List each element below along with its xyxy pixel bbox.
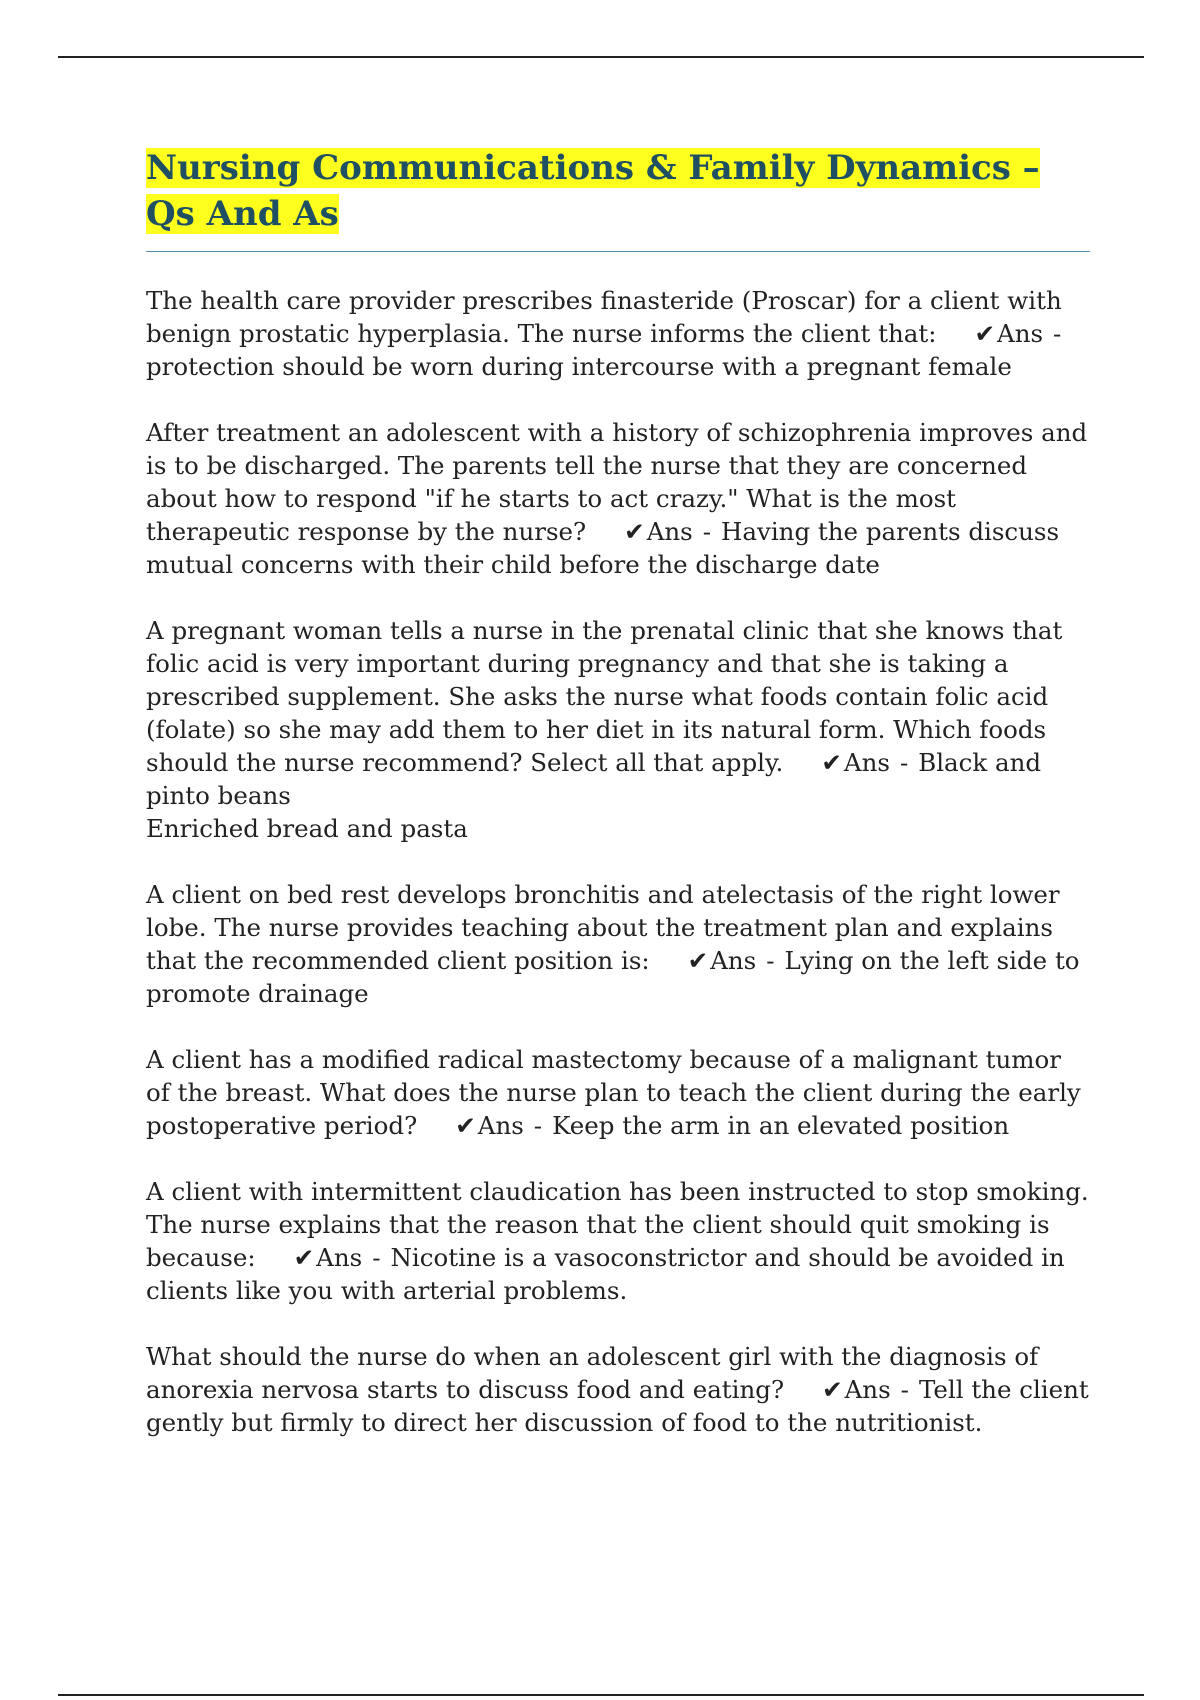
ans-separator: -	[899, 748, 909, 777]
ans-label: Ans	[844, 1375, 891, 1404]
ans-label: Ans	[843, 748, 890, 777]
title-underline-rule	[146, 251, 1090, 252]
answer-text: Keep the arm in an elevated position	[552, 1111, 1010, 1140]
document-body	[146, 145, 1090, 1472]
check-icon: ✔	[624, 517, 645, 546]
document-title	[146, 145, 1090, 237]
answer-text: Having the parents discuss mutual concerns with their child before the discharge date	[146, 517, 1060, 579]
question-text: A pregnant woman tells a nurse in the prenatal clinic that she knows that folic acid is very important during pregnancy and that she is taking a prescribed supplement. She asks the nurse what foods contain folic acid (folate) so she may add them to her diet in its natural form. Which foods should the nurse recommend? Select all that apply.	[146, 616, 1063, 777]
ans-separator: -	[766, 946, 775, 975]
page-header-rule	[58, 56, 1144, 58]
question-text: What should the nurse do when an adolescent girl with the diagnosis of anorexia nervosa starts to discuss food and eating?	[146, 1342, 1039, 1404]
check-icon: ✔	[293, 1243, 315, 1272]
answer-text: Nicotine is a vasoconstrictor and should be avoided in clients like you with arterial problems.	[146, 1243, 1065, 1305]
answer-text-extra: Enriched bread and pasta	[146, 814, 468, 843]
ans-separator: -	[702, 517, 712, 546]
answer-marker	[624, 517, 721, 546]
answer-marker	[974, 319, 1071, 348]
ans-separator: -	[900, 1375, 909, 1404]
ans-label: Ans	[646, 517, 693, 546]
qa-item-3	[146, 614, 1090, 845]
qa-item-4	[146, 878, 1090, 1010]
qa-item-7	[146, 1340, 1090, 1439]
question-text: The health care provider prescribes finasteride (Proscar) for a client with benign prostatic hyperplasia. The nurse informs the client that:	[146, 286, 1062, 348]
ans-label: Ans	[316, 1243, 363, 1272]
qa-item-6	[146, 1175, 1090, 1307]
question-text: A client on bed rest develops bronchitis and atelectasis of the right lower lobe. The nurse provides teaching about the treatment plan and explains that the recommended client position is:	[146, 880, 1060, 975]
answer-text: Lying on the left side to promote drainage	[146, 946, 1080, 1008]
check-icon: ✔	[821, 748, 842, 777]
ans-label: Ans	[997, 319, 1044, 348]
ans-separator: -	[533, 1111, 543, 1140]
answer-text: Black and pinto beans	[146, 748, 1042, 810]
qa-item-2	[146, 416, 1090, 581]
question-text: After treatment an adolescent with a history of schizophrenia improves and is to be discharged. The parents tell the nurse that they are concerned about how to respond "if he starts to act crazy." What is the most therapeutic response by the nurse?	[146, 418, 1088, 546]
qa-item-5	[146, 1043, 1090, 1142]
question-text: A client with intermittent claudication has been instructed to stop smoking. The nurse explains that the reason that the client should quit smoking is because:	[146, 1177, 1089, 1272]
qa-item-1	[146, 284, 1090, 383]
check-icon: ✔	[822, 1375, 843, 1404]
check-icon: ✔	[687, 946, 709, 975]
answer-marker	[821, 748, 918, 777]
answer-marker	[822, 1375, 919, 1404]
answer-marker	[294, 1243, 391, 1272]
ans-label: Ans	[710, 946, 757, 975]
check-icon: ✔	[455, 1111, 476, 1140]
title-highlight: Nursing Communications & Family Dynamics – Qs And As	[146, 148, 1040, 234]
answer-text: Tell the client gently but firmly to direct her discussion of food to the nutritionist.	[146, 1375, 1089, 1437]
answer-marker	[688, 946, 785, 975]
ans-separator: -	[372, 1243, 381, 1272]
ans-separator: -	[1053, 319, 1062, 348]
question-text: A client has a modified radical mastectomy because of a malignant tumor of the breast. What does the nurse plan to teach the client during the early postoperative period?	[146, 1045, 1081, 1140]
answer-text: protection should be worn during intercourse with a pregnant female	[146, 352, 1012, 381]
ans-label: Ans	[477, 1111, 524, 1140]
check-icon: ✔	[974, 319, 995, 348]
answer-marker	[455, 1111, 552, 1140]
page-footer-rule	[58, 1694, 1144, 1696]
